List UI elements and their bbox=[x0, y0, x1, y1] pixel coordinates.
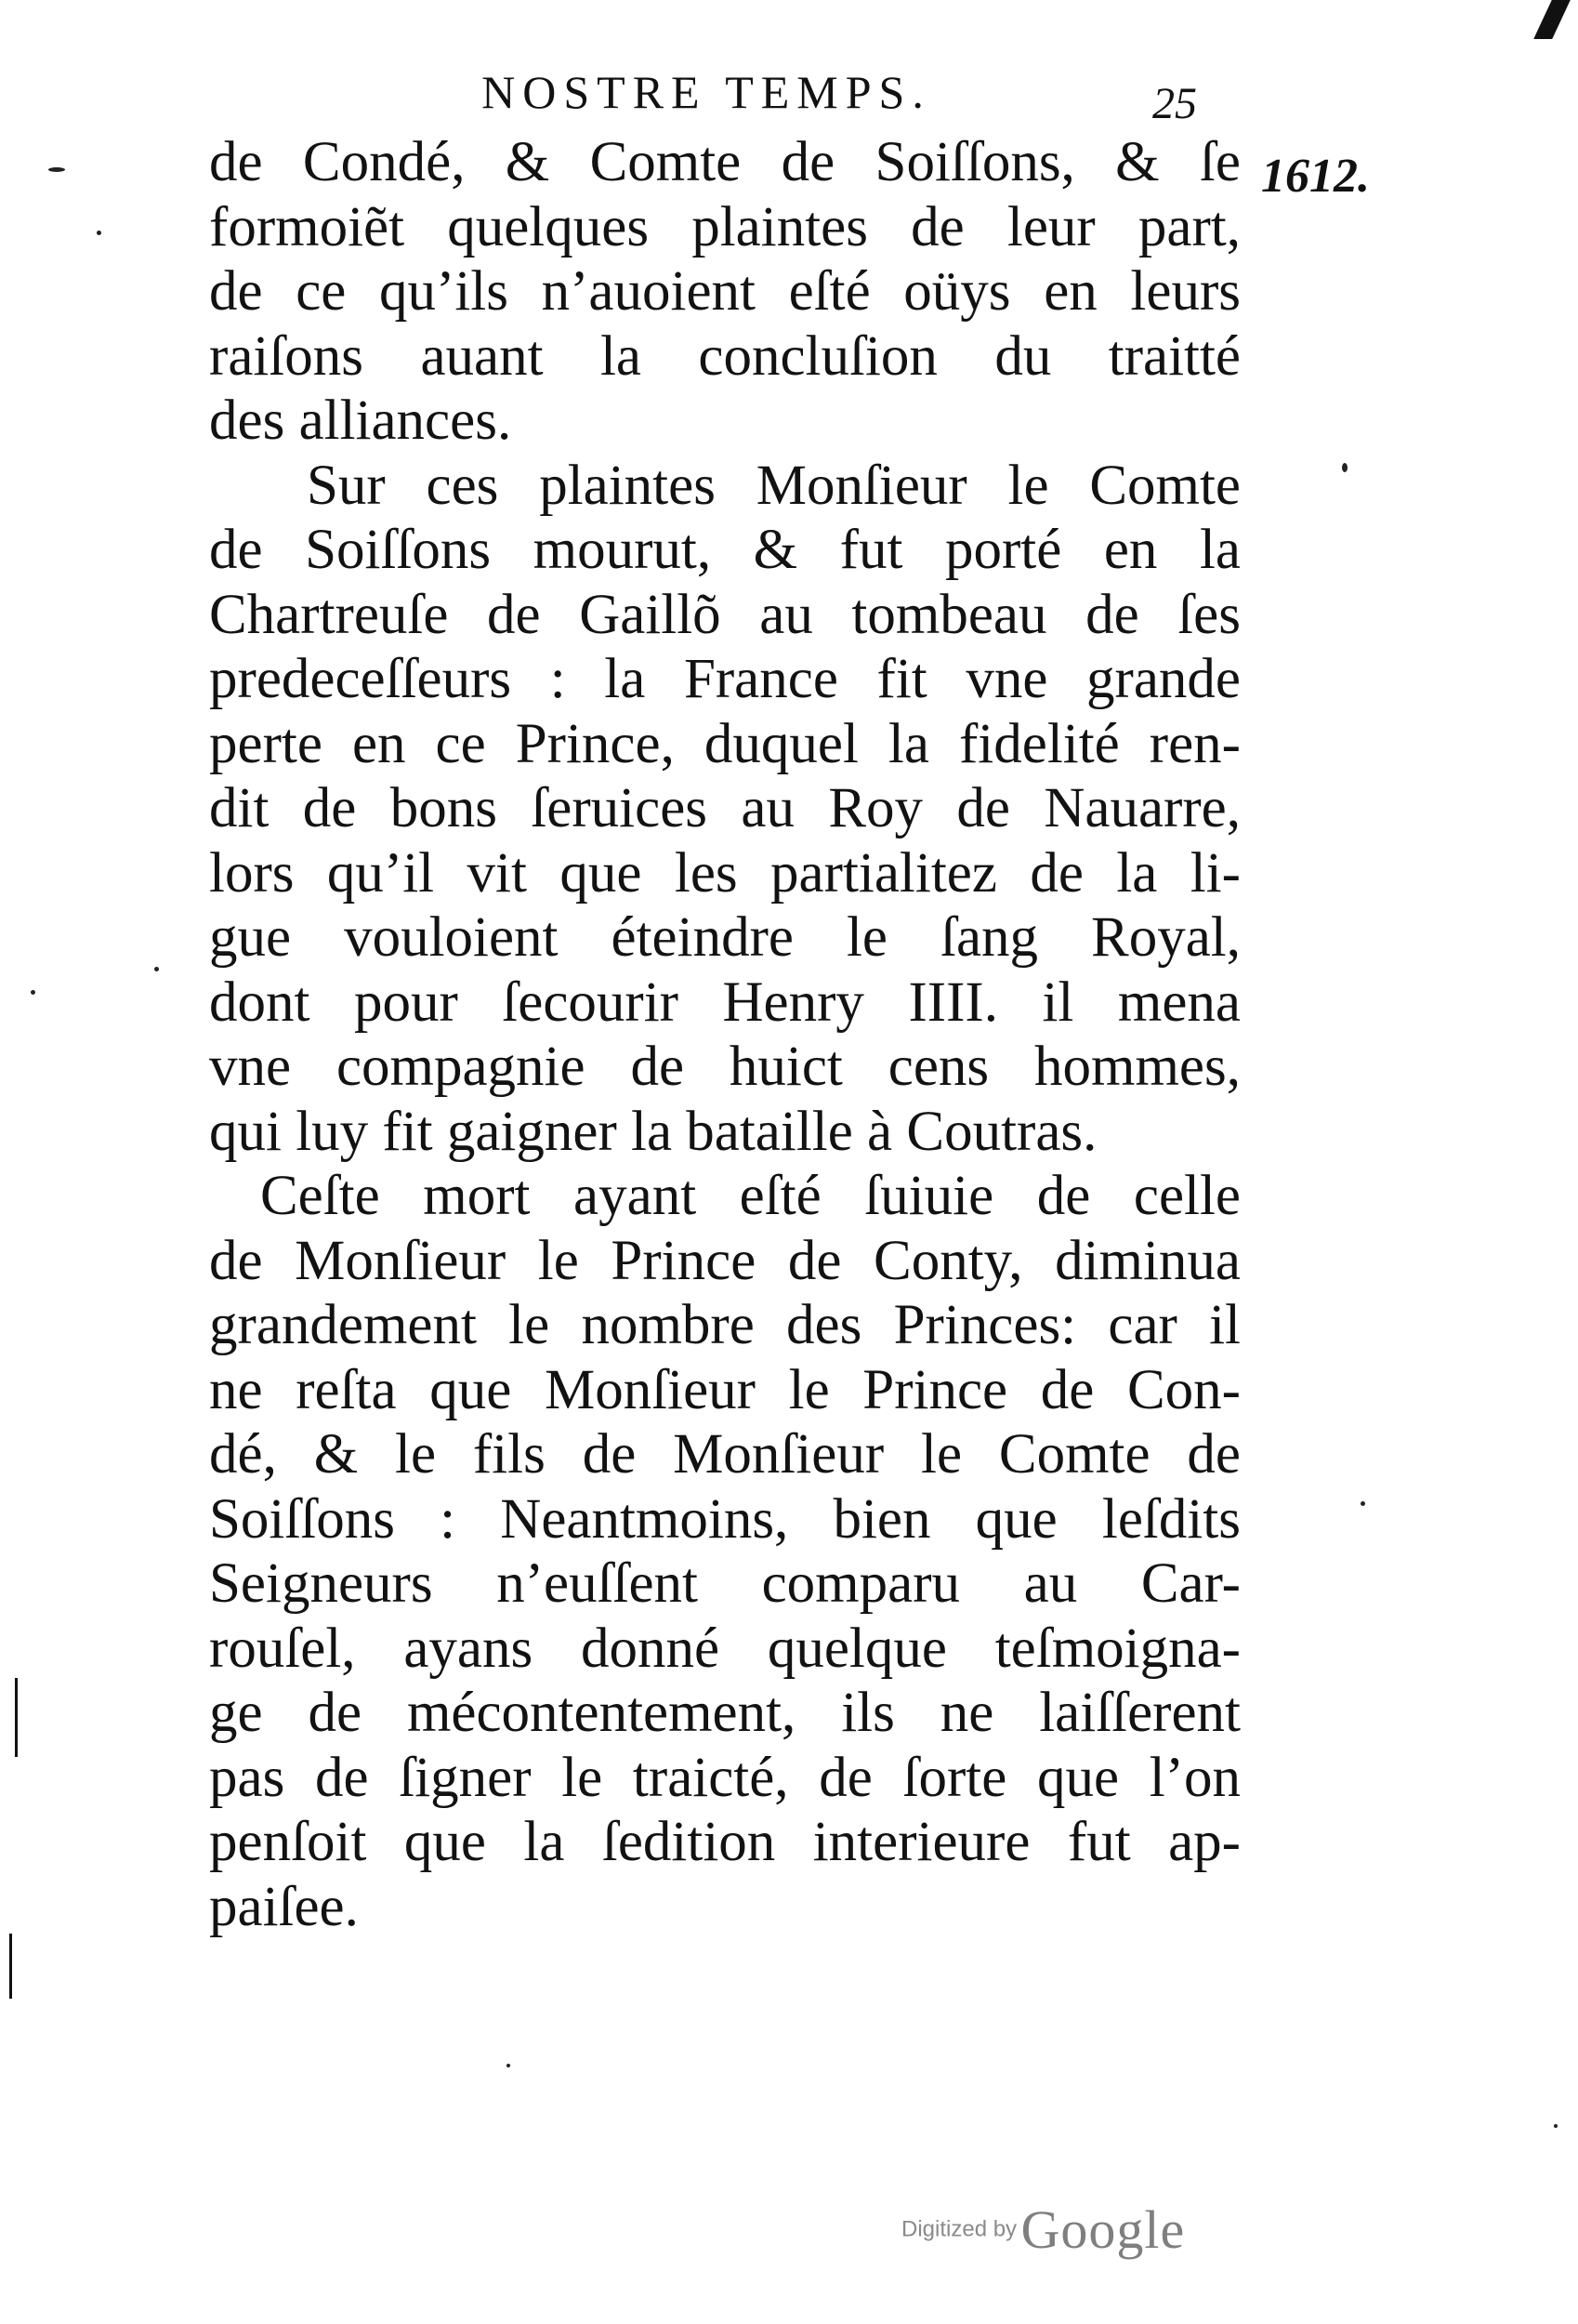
paper-speck bbox=[506, 2064, 510, 2067]
running-head: NOSTRE TEMPS. bbox=[481, 66, 931, 118]
text-line: vne compagnie de huict cens hommes, bbox=[209, 1036, 1241, 1098]
text-line: Ceſte mort ayant eſté ſuiuie de celle bbox=[260, 1165, 1241, 1227]
main-text-block bbox=[209, 130, 1241, 1939]
digitization-credit bbox=[901, 2199, 1185, 2261]
text-line: dit de bons ſeruices au Roy de Nauarre, bbox=[209, 777, 1241, 839]
text-line: Seigneurs n’euſſent comparu au Car- bbox=[209, 1552, 1241, 1615]
paper-speck bbox=[1361, 1501, 1365, 1506]
text-line: Chartreuſe de Gaillõ au tombeau de ſes bbox=[209, 583, 1241, 646]
scan-edge-mark bbox=[1533, 0, 1571, 39]
text-line: perte en ce Prince, duquel la fidelité ren- bbox=[209, 712, 1241, 775]
text-line: des alliances. bbox=[209, 390, 512, 452]
paper-speck bbox=[1554, 2124, 1558, 2128]
text-line: de Monſieur le Prince de Conty, diminua bbox=[209, 1229, 1241, 1292]
paper-speck bbox=[48, 167, 65, 172]
text-line: ne reſta que Monſieur le Prince de Con- bbox=[209, 1358, 1241, 1421]
text-line: Soiſſons : Neantmoins, bien que leſdits bbox=[209, 1487, 1241, 1551]
scan-edge-mark bbox=[15, 1678, 18, 1757]
text-line: dont pour ſecourir Henry IIII. il mena bbox=[209, 971, 1241, 1034]
scan-edge-mark bbox=[9, 1934, 12, 1999]
digitized-by-text: Digitized by bbox=[901, 2216, 1018, 2242]
paper-speck bbox=[1342, 463, 1348, 472]
google-wordmark: Google bbox=[1020, 2199, 1186, 2260]
page-number: 25 bbox=[1152, 79, 1197, 128]
text-line: rouſel, ayans donné quelque teſmoigna- bbox=[209, 1617, 1241, 1680]
margin-year-note: 1612. bbox=[1261, 150, 1370, 203]
text-line: de Condé, & Comte de Soiſſons, & ſe bbox=[209, 131, 1241, 193]
text-line: de ce qu’ils n’auoient eſté oüys en leurs bbox=[209, 260, 1241, 323]
paper-speck bbox=[97, 231, 101, 235]
text-line: grandement le nombre des Princes: car il bbox=[209, 1294, 1241, 1356]
text-line: ge de mécontentement, ils ne laiſſerent bbox=[209, 1682, 1241, 1744]
text-line: penſoit que la ſedition interieure fut ap- bbox=[209, 1811, 1241, 1873]
text-line: raiſons auant la concluſion du traitté bbox=[209, 324, 1241, 388]
text-line: paiſee. bbox=[209, 1875, 359, 1938]
text-line: Sur ces plaintes Monſieur le Comte bbox=[307, 454, 1241, 517]
paper-speck bbox=[154, 967, 159, 971]
text-line: pas de ſigner le traicté, de ſorte que l’on bbox=[209, 1746, 1241, 1809]
text-line: dé, & le fils de Monſieur le Comte de bbox=[209, 1423, 1241, 1486]
paper-speck bbox=[31, 990, 35, 995]
text-line: lors qu’il vit que les partialitez de la li- bbox=[209, 841, 1241, 905]
text-line: qui luy fit gaigner la bataille à Coutras. bbox=[209, 1100, 1098, 1163]
text-line: predeceſſeurs : la France fit vne grande bbox=[209, 648, 1241, 710]
text-line: gue vouloient éteindre le ſang Royal, bbox=[209, 906, 1241, 969]
text-line: de Soiſſons mourut, & fut porté en la bbox=[209, 519, 1241, 581]
text-line: formoiẽt quelques plaintes de leur part, bbox=[209, 195, 1241, 258]
